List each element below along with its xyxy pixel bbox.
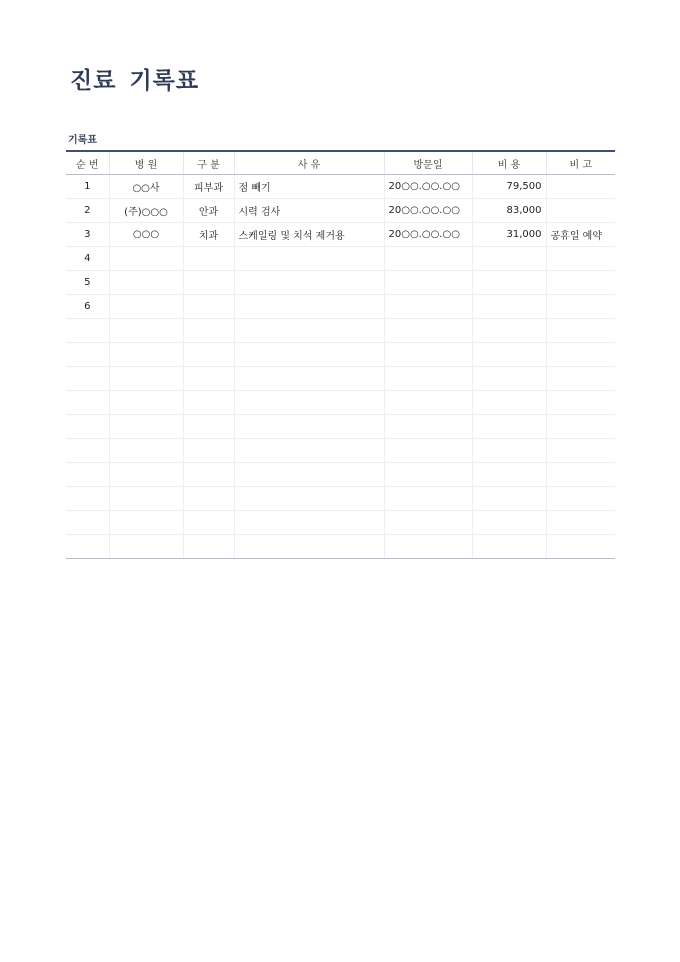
- cell-hospital: [109, 295, 183, 319]
- table-row: [66, 511, 615, 535]
- cell-hospital: [109, 367, 183, 391]
- cell-visit-date: [384, 487, 472, 511]
- cell-hospital: [109, 535, 183, 559]
- cell-cost: 83,000: [472, 199, 546, 223]
- cell-reason: [234, 487, 384, 511]
- header-hospital: 병 원: [109, 151, 183, 175]
- cell-no: 4: [66, 247, 109, 271]
- cell-visit-date: [384, 319, 472, 343]
- cell-reason: [234, 511, 384, 535]
- cell-visit-date: [384, 367, 472, 391]
- table-row: [66, 319, 615, 343]
- cell-hospital: [109, 487, 183, 511]
- header-note: 비 고: [546, 151, 615, 175]
- cell-no: [66, 367, 109, 391]
- cell-cost: [472, 415, 546, 439]
- cell-no: [66, 535, 109, 559]
- page-title: 진료 기록표: [70, 68, 200, 94]
- cell-no: [66, 487, 109, 511]
- table-row: [66, 439, 615, 463]
- header-cost: 비 용: [472, 151, 546, 175]
- header-reason: 사 유: [234, 151, 384, 175]
- table-row: [66, 295, 615, 319]
- cell-visit-date: [384, 295, 472, 319]
- cell-note: [546, 391, 615, 415]
- cell-cost: [472, 463, 546, 487]
- cell-cost: [472, 487, 546, 511]
- cell-hospital: ○○사: [109, 175, 183, 199]
- cell-cost: [472, 295, 546, 319]
- cell-reason: [234, 247, 384, 271]
- cell-reason: [234, 271, 384, 295]
- cell-note: [546, 415, 615, 439]
- cell-cost: 79,500: [472, 175, 546, 199]
- cell-no: 5: [66, 271, 109, 295]
- table-row: [66, 247, 615, 271]
- cell-category: [183, 271, 234, 295]
- cell-visit-date: [384, 343, 472, 367]
- cell-reason: 스케일링 및 치석 제거용: [234, 223, 384, 247]
- cell-no: [66, 463, 109, 487]
- cell-hospital: (주)○○○: [109, 199, 183, 223]
- cell-reason: [234, 343, 384, 367]
- cell-category: [183, 247, 234, 271]
- cell-no: [66, 415, 109, 439]
- cell-note: [546, 535, 615, 559]
- table-header-row: [66, 151, 615, 175]
- cell-hospital: [109, 343, 183, 367]
- cell-visit-date: [384, 391, 472, 415]
- cell-no: 6: [66, 295, 109, 319]
- cell-reason: [234, 535, 384, 559]
- cell-note: [546, 295, 615, 319]
- table-row: [66, 271, 615, 295]
- table-row: [66, 487, 615, 511]
- cell-category: [183, 367, 234, 391]
- cell-note: [546, 367, 615, 391]
- cell-note: [546, 487, 615, 511]
- cell-cost: [472, 271, 546, 295]
- table-row: [66, 223, 615, 247]
- cell-reason: [234, 319, 384, 343]
- table-row: [66, 175, 615, 199]
- cell-note: [546, 439, 615, 463]
- header-visit-date: 방문일: [384, 151, 472, 175]
- cell-category: [183, 511, 234, 535]
- cell-reason: 점 빼기: [234, 175, 384, 199]
- cell-hospital: [109, 391, 183, 415]
- cell-cost: [472, 343, 546, 367]
- cell-category: 안과: [183, 199, 234, 223]
- cell-visit-date: [384, 535, 472, 559]
- cell-reason: [234, 463, 384, 487]
- cell-category: [183, 535, 234, 559]
- table-row: [66, 343, 615, 367]
- header-category: 구 분: [183, 151, 234, 175]
- table-row: [66, 391, 615, 415]
- cell-category: [183, 415, 234, 439]
- cell-cost: [472, 247, 546, 271]
- cell-hospital: [109, 463, 183, 487]
- cell-category: [183, 439, 234, 463]
- cell-category: [183, 391, 234, 415]
- cell-visit-date: 20○○.○○.○○: [384, 175, 472, 199]
- cell-no: [66, 439, 109, 463]
- cell-note: [546, 463, 615, 487]
- cell-cost: [472, 367, 546, 391]
- table-row: [66, 463, 615, 487]
- cell-hospital: [109, 511, 183, 535]
- cell-no: 3: [66, 223, 109, 247]
- cell-hospital: [109, 439, 183, 463]
- cell-visit-date: [384, 439, 472, 463]
- cell-hospital: [109, 415, 183, 439]
- cell-visit-date: 20○○.○○.○○: [384, 223, 472, 247]
- cell-category: [183, 343, 234, 367]
- cell-note: [546, 175, 615, 199]
- cell-hospital: [109, 271, 183, 295]
- cell-cost: [472, 511, 546, 535]
- cell-cost: [472, 439, 546, 463]
- cell-reason: 시력 검사: [234, 199, 384, 223]
- cell-reason: [234, 415, 384, 439]
- cell-no: [66, 511, 109, 535]
- cell-reason: [234, 439, 384, 463]
- cell-reason: [234, 367, 384, 391]
- table-row: [66, 367, 615, 391]
- cell-hospital: ○○○: [109, 223, 183, 247]
- cell-note: [546, 247, 615, 271]
- cell-note: [546, 319, 615, 343]
- cell-cost: [472, 391, 546, 415]
- cell-category: [183, 463, 234, 487]
- record-table: [66, 150, 615, 559]
- cell-note: [546, 199, 615, 223]
- table-caption: 기록표: [68, 135, 97, 146]
- cell-hospital: [109, 319, 183, 343]
- cell-visit-date: 20○○.○○.○○: [384, 199, 472, 223]
- cell-no: [66, 319, 109, 343]
- table-row: [66, 199, 615, 223]
- table-body: [66, 175, 615, 559]
- cell-note: 공휴일 예약: [546, 223, 615, 247]
- cell-visit-date: [384, 271, 472, 295]
- cell-visit-date: [384, 415, 472, 439]
- cell-category: 피부과: [183, 175, 234, 199]
- cell-reason: [234, 295, 384, 319]
- cell-visit-date: [384, 463, 472, 487]
- cell-cost: [472, 319, 546, 343]
- cell-visit-date: [384, 511, 472, 535]
- cell-no: 1: [66, 175, 109, 199]
- cell-hospital: [109, 247, 183, 271]
- cell-note: [546, 343, 615, 367]
- header-no: 순 번: [66, 151, 109, 175]
- cell-no: [66, 343, 109, 367]
- cell-reason: [234, 391, 384, 415]
- table-row: [66, 415, 615, 439]
- cell-cost: [472, 535, 546, 559]
- cell-no: [66, 391, 109, 415]
- cell-cost: 31,000: [472, 223, 546, 247]
- cell-note: [546, 511, 615, 535]
- cell-category: [183, 487, 234, 511]
- cell-category: [183, 295, 234, 319]
- cell-category: [183, 319, 234, 343]
- table-row: [66, 535, 615, 559]
- cell-category: 치과: [183, 223, 234, 247]
- cell-note: [546, 271, 615, 295]
- cell-no: 2: [66, 199, 109, 223]
- cell-visit-date: [384, 247, 472, 271]
